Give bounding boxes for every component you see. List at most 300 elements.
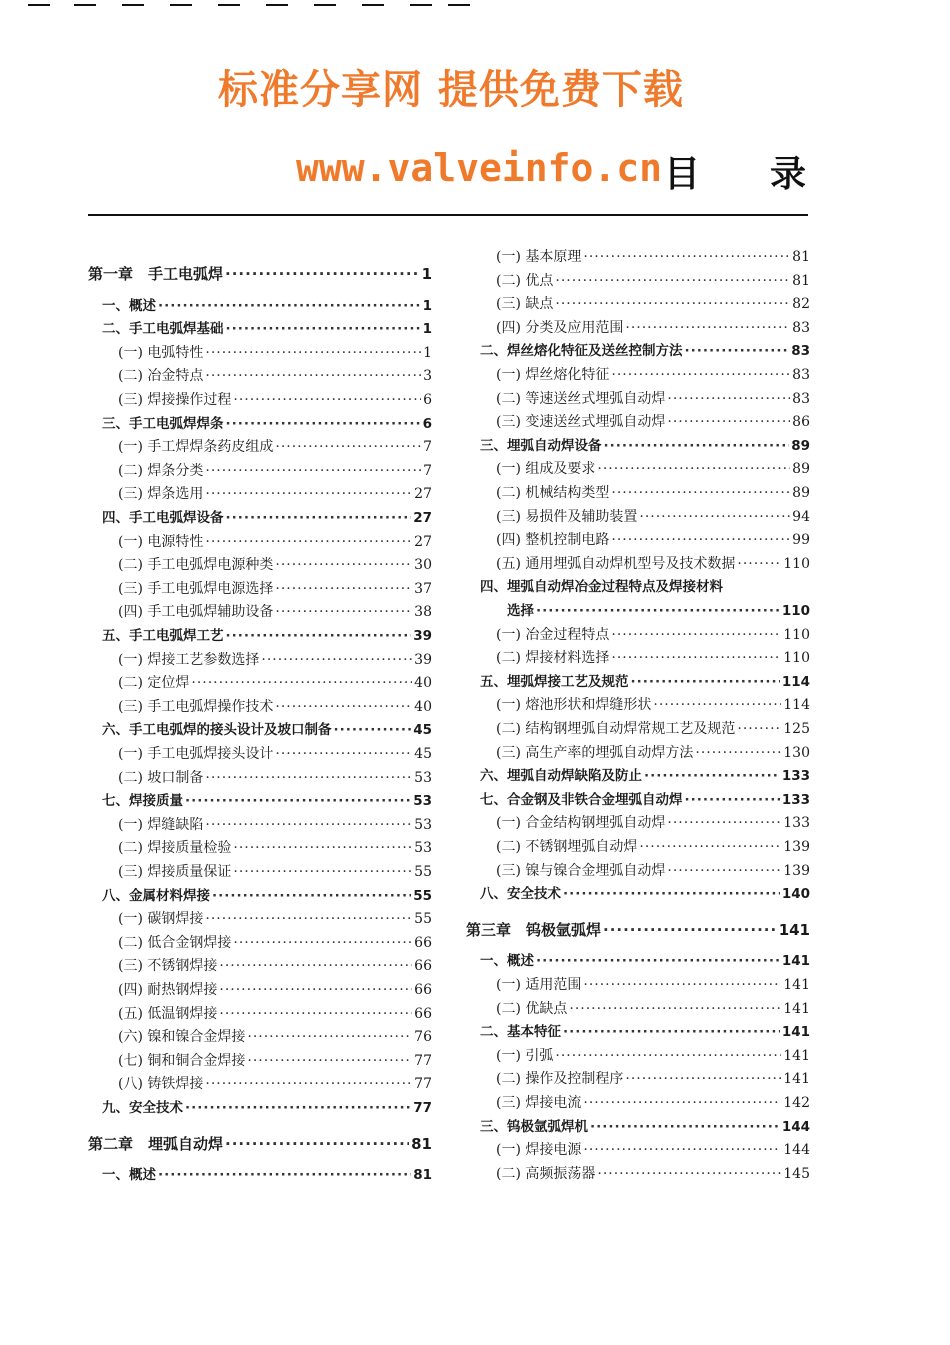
toc-entry: [118, 1050, 432, 1072]
toc-entry: [496, 246, 810, 268]
toc-entry: [496, 860, 810, 882]
toc-leader-dots: [667, 860, 781, 882]
toc-entry-label: 三、手工电弧焊焊条: [102, 415, 224, 432]
toc-page-number: 89: [792, 461, 810, 478]
toc-leader-dots: [233, 861, 412, 883]
toc-entry-label: (一) 适用范围: [496, 977, 582, 993]
toc-page-number: 55: [414, 864, 432, 880]
toc-leader-dots: [205, 1073, 412, 1095]
toc-leader-dots: [563, 883, 780, 905]
toc-entry-label: (三) 镍与镍合金埋弧自动焊: [496, 862, 666, 879]
toc-page-number: 114: [781, 673, 810, 690]
toc-leader-dots: [667, 812, 781, 834]
toc-entry: [118, 531, 432, 553]
toc-entry: [102, 295, 432, 317]
toc-leader-dots: [205, 460, 421, 482]
toc-entry: [496, 836, 810, 858]
toc-page-number: 83: [792, 319, 810, 336]
toc-entry-label: (二) 优缺点: [496, 1000, 568, 1017]
toc-entry-label: (二) 结构钢埋弧自动焊常规工艺及规范: [496, 721, 736, 737]
toc-leader-dots: [205, 814, 412, 836]
toc-entry: [496, 718, 810, 740]
watermark-line1: 标准分享网 提供免费下载: [218, 67, 684, 113]
toc-page-number: 66: [414, 982, 432, 998]
toc-entry-label: (二) 操作及控制程序: [496, 1071, 624, 1088]
toc-page-number: 27: [414, 486, 432, 503]
toc-entry-label: 二、基本特征: [480, 1024, 561, 1041]
toc-leader-dots: [604, 435, 790, 457]
toc-leader-dots: [667, 388, 790, 410]
toc-entry-label: 三、钨极氩弧焊机: [480, 1118, 588, 1135]
toc-leader-dots: [563, 1021, 780, 1043]
toc-page-number: 81: [792, 272, 810, 289]
toc-leader-dots: [185, 790, 411, 812]
toc-entry: [118, 979, 432, 1001]
toc-leader-dots: [583, 246, 790, 268]
toc-entry-label: (五) 低温钢焊接: [118, 1005, 218, 1022]
toc-leader-dots: [695, 742, 781, 764]
toc-leader-dots: [631, 671, 780, 693]
toc-leader-dots: [247, 1026, 412, 1048]
toc-entry: [118, 908, 432, 930]
toc-entry: [102, 413, 432, 435]
toc-entry-label: (二) 低合金钢焊接: [118, 934, 232, 951]
toc-page-number: 7: [423, 462, 432, 479]
toc-page-number: 45: [414, 746, 432, 762]
toc-leader-dots: [597, 1163, 781, 1185]
toc-leader-dots: [212, 885, 411, 907]
toc-entry-label: (四) 手工电弧焊辅助设备: [118, 604, 274, 621]
toc-page-number: 6: [422, 415, 432, 432]
toc-entry-label: (五) 通用埋弧自动焊机型号及技术数据: [496, 555, 736, 572]
toc-entry-label: (二) 高频振荡器: [496, 1165, 596, 1182]
toc-entry: [118, 460, 432, 482]
toc-entry: [496, 1045, 810, 1067]
toc-entry: [496, 529, 810, 551]
toc-leader-dots: [225, 1133, 409, 1155]
toc-leader-dots: [225, 263, 420, 285]
toc-leader-dots: [611, 482, 790, 504]
toc-leader-dots: [275, 696, 412, 718]
toc-entry-label: (一) 熔池形状和焊缝形状: [496, 697, 652, 714]
toc-entry: [118, 955, 432, 977]
toc-entry-label: (四) 耐热钢焊接: [118, 982, 218, 998]
toc-leader-dots: [555, 1045, 781, 1067]
toc-entry-label: (二) 手工电弧焊电源种类: [118, 557, 274, 574]
toc-page-number: 81: [792, 249, 810, 265]
toc-page-number: 55: [413, 887, 432, 904]
toc-entry-label: 二、手工电弧焊基础: [102, 321, 224, 338]
toc-leader-dots: [611, 529, 790, 551]
toc-page-number: 1: [421, 265, 432, 283]
toc-entry-label: 八、金属材料焊接: [102, 887, 210, 904]
toc-leader-dots: [205, 365, 421, 387]
toc-leader-dots: [275, 601, 412, 623]
toc-entry: [480, 883, 810, 905]
toc-entry-label: 四、埋弧自动焊冶金过程特点及焊接材料: [480, 579, 723, 596]
toc-page-number: 140: [781, 886, 810, 903]
toc-entry: [496, 1092, 810, 1114]
toc-page-number: 141: [783, 1000, 810, 1017]
toc-entry: [118, 814, 432, 836]
toc-entry-label: (二) 不锈钢埋弧自动焊: [496, 839, 638, 855]
toc-entry-label: 选择: [480, 603, 534, 619]
toc-leader-dots: [205, 483, 412, 505]
toc-entry-label: (一) 组成及要求: [496, 461, 596, 478]
toc-entry-label: (三) 焊接质量保证: [118, 864, 232, 880]
toc-entry-label: (三) 不锈钢焊接: [118, 958, 218, 975]
toc-entry: [480, 765, 810, 787]
page-title: [664, 146, 806, 197]
toc-page-number: 77: [414, 1076, 432, 1093]
toc-entry: [496, 998, 810, 1020]
toc-page-number: 141: [781, 1024, 810, 1041]
toc-leader-dots: [583, 1092, 781, 1114]
toc-entry: [118, 837, 432, 859]
toc-entry: [102, 790, 432, 812]
toc-leader-dots: [233, 837, 412, 859]
toc-entry: [118, 672, 432, 694]
toc-entry-label: (一) 手工电弧焊接头设计: [118, 746, 274, 762]
toc-leader-dots: [334, 719, 412, 741]
toc-page-number: 6: [423, 392, 432, 408]
toc-entry: [496, 553, 810, 575]
toc-entry: [496, 506, 810, 528]
toc-entry-label: (一) 引弧: [496, 1047, 554, 1064]
toc-leader-dots: [644, 765, 780, 787]
watermark-url: www.valveinfo.cn: [296, 146, 663, 190]
toc-entry-label: (一) 合金结构钢埋弧自动焊: [496, 815, 666, 832]
toc-entry: [118, 1073, 432, 1095]
toc-entry: [118, 743, 432, 765]
toc-page-number: 89: [791, 437, 810, 454]
toc-leader-dots: [555, 293, 790, 315]
toc-leader-dots: [158, 295, 421, 317]
toc-entry: [102, 719, 432, 741]
toc-page-number: 77: [413, 1100, 432, 1116]
toc-page-number: 99: [792, 532, 810, 549]
title-char-1: 目: [664, 153, 771, 195]
toc-page-number: 145: [783, 1165, 810, 1182]
toc-entry-label: (一) 电弧特性: [118, 344, 204, 361]
toc-leader-dots: [275, 743, 412, 765]
toc-page-number: 139: [783, 862, 810, 879]
toc-page-number: 38: [414, 604, 432, 621]
toc-page-number: 1: [423, 344, 432, 361]
toc-entry: [118, 483, 432, 505]
toc-entry-label: (三) 焊接操作过程: [118, 392, 232, 408]
toc-page-number: 86: [792, 414, 810, 431]
toc-leader-dots: [233, 932, 412, 954]
toc-entry: [118, 1026, 432, 1048]
toc-entry-label: (一) 冶金过程特点: [496, 626, 610, 643]
toc-leader-dots: [219, 955, 412, 977]
toc-leader-dots: [583, 974, 781, 996]
toc-page-number: 53: [414, 816, 432, 833]
toc-page-number: 66: [414, 958, 432, 975]
toc-entry-label: 五、手工电弧焊工艺: [102, 628, 224, 644]
title-char-2: 录: [770, 153, 807, 195]
toc-entry: [466, 919, 810, 941]
toc-page-number: 82: [792, 296, 810, 313]
toc-entry: [102, 318, 432, 340]
toc-page-number: 30: [414, 557, 432, 574]
toc-entry: [480, 600, 810, 622]
toc-page-number: 133: [781, 768, 810, 785]
toc-leader-dots: [233, 389, 421, 411]
toc-leader-dots: [555, 270, 790, 292]
toc-page-number: 141: [783, 977, 810, 993]
toc-entry: [480, 1116, 810, 1138]
toc-entry: [480, 340, 810, 362]
toc-entry-label: 七、合金钢及非铁合金埋弧自动焊: [480, 791, 683, 808]
toc-page-number: 53: [414, 769, 432, 786]
toc-entry-label: (二) 等速送丝式埋弧自动焊: [496, 390, 666, 407]
toc-leader-dots: [611, 624, 781, 646]
toc-leader-dots: [667, 411, 790, 433]
toc-page-number: 1: [422, 297, 432, 314]
toc-leader-dots: [205, 767, 412, 789]
toc-entry: [102, 885, 432, 907]
toc-page-number: 81: [411, 1134, 432, 1153]
toc-entry-label: (一) 焊缝缺陷: [118, 816, 204, 833]
toc-page-number: 139: [783, 839, 810, 855]
toc-leader-dots: [639, 836, 781, 858]
toc-entry: [496, 1163, 810, 1185]
toc-entry-label: (三) 易损件及辅助装置: [496, 508, 638, 525]
toc-entry: [496, 293, 810, 315]
toc-page-number: 83: [792, 367, 810, 383]
toc-leader-dots: [603, 919, 777, 941]
toc-entry-label: (二) 机械结构类型: [496, 485, 610, 501]
toc-entry-label: (二) 焊接质量检验: [118, 840, 232, 857]
toc-entry: [102, 507, 432, 529]
toc-entry: [118, 767, 432, 789]
toc-page-number: 110: [783, 650, 810, 667]
toc-page-number: 83: [792, 390, 810, 407]
toc-entry: [496, 317, 810, 339]
toc-entry: [496, 411, 810, 433]
toc-page-number: 39: [413, 628, 432, 644]
toc-page-number: 66: [414, 934, 432, 951]
toc-leader-dots: [590, 1116, 780, 1138]
toc-page-number: 94: [792, 508, 810, 525]
toc-entry: [496, 388, 810, 410]
toc-entry-label: (一) 焊接工艺参数选择: [118, 651, 260, 668]
toc-leader-dots: [536, 600, 780, 622]
toc-entry-label: (三) 焊条选用: [118, 486, 204, 503]
toc-page-number: 133: [781, 791, 810, 808]
toc-entry: [118, 932, 432, 954]
toc-page-number: 83: [791, 343, 810, 360]
toc-entry: [118, 1003, 432, 1025]
toc-page-number: 144: [781, 1118, 810, 1135]
toc-entry: [118, 389, 432, 411]
toc-page-number: 45: [413, 722, 432, 739]
toc-entry: [496, 458, 810, 480]
toc-entry-label: (二) 冶金特点: [118, 368, 204, 385]
toc-leader-dots: [275, 578, 412, 600]
toc-page-number: 141: [778, 920, 810, 939]
toc-leader-dots: [205, 908, 412, 930]
toc-entry-label: 二、焊丝熔化特征及送丝控制方法: [480, 343, 683, 360]
toc-entry-label: (一) 电源特性: [118, 533, 204, 550]
toc-entry: [496, 1139, 810, 1161]
toc-entry-label: 七、焊接质量: [102, 793, 183, 810]
toc-entry: [480, 1021, 810, 1043]
toc-entry-label: (六) 镍和镍合金焊接: [118, 1029, 246, 1046]
toc-entry: [480, 435, 810, 457]
toc-leader-dots: [226, 413, 421, 435]
toc-entry: [118, 861, 432, 883]
toc-entry-label: 第二章 埋弧自动焊: [88, 1134, 224, 1153]
toc-entry-label: (一) 基本原理: [496, 249, 582, 265]
toc-page-number: 66: [414, 1005, 432, 1022]
toc-leader-dots: [611, 364, 790, 386]
toc-entry: [480, 576, 810, 598]
toc-entry-label: 六、手工电弧焊的接头设计及坡口制备: [102, 722, 332, 739]
toc-page-number: 39: [414, 651, 432, 668]
toc-entry-label: (四) 整机控制电路: [496, 532, 610, 549]
toc-page-number: 125: [783, 721, 810, 737]
toc-page-number: 37: [414, 580, 432, 597]
toc-leader-dots: [737, 553, 781, 575]
toc-entry-label: 六、埋弧自动焊缺陷及防止: [480, 768, 642, 785]
toc-entry-label: 一、概述: [480, 953, 534, 970]
toc-leader-dots: [158, 1164, 411, 1186]
toc-leader-dots: [685, 340, 790, 362]
toc-entry-label: (三) 缺点: [496, 296, 554, 313]
toc-entry-label: 九、安全技术: [102, 1100, 183, 1116]
toc-entry: [496, 742, 810, 764]
toc-leader-dots: [625, 317, 790, 339]
toc-entry: [118, 578, 432, 600]
toc-entry: [102, 1164, 432, 1186]
toc-page-number: 141: [783, 1071, 810, 1088]
toc-entry-label: (三) 变速送丝式埋弧自动焊: [496, 414, 666, 431]
toc-entry-label: 第一章 手工电弧焊: [88, 265, 224, 283]
toc-leader-dots: [569, 998, 781, 1020]
toc-entry-label: (八) 铸铁焊接: [118, 1076, 204, 1093]
toc-entry-label: (三) 焊接电流: [496, 1095, 582, 1111]
toc-leader-dots: [737, 718, 781, 740]
toc-entry-label: (二) 定位焊: [118, 675, 190, 692]
toc-entry: [480, 789, 810, 811]
toc-leader-dots: [226, 507, 412, 529]
toc-entry: [496, 364, 810, 386]
toc-leader-dots: [261, 649, 412, 671]
toc-entry: [496, 647, 810, 669]
toc-page-number: 81: [413, 1167, 432, 1184]
toc-entry: [118, 554, 432, 576]
toc-entry: [118, 436, 432, 458]
toc-leader-dots: [191, 672, 412, 694]
toc-entry: [102, 625, 432, 647]
toc-entry: [118, 365, 432, 387]
toc-entry-label: 三、埋弧自动焊设备: [480, 437, 602, 454]
toc-leader-dots: [597, 458, 790, 480]
toc-entry: [496, 812, 810, 834]
toc-entry: [102, 1097, 432, 1119]
toc-leader-dots: [275, 554, 412, 576]
toc-page-number: 55: [414, 911, 432, 928]
toc-entry: [480, 671, 810, 693]
toc-page-number: 142: [783, 1095, 810, 1111]
toc-entry: [88, 1133, 432, 1155]
toc-leader-dots: [536, 950, 780, 972]
toc-entry-label: 五、埋弧焊接工艺及规范: [480, 673, 629, 690]
toc-entry-label: (四) 分类及应用范围: [496, 319, 624, 336]
toc-entry-label: (三) 手工电弧焊操作技术: [118, 698, 274, 715]
toc-entry: [496, 1068, 810, 1090]
toc-entry: [480, 950, 810, 972]
toc-entry-label: (二) 焊条分类: [118, 462, 204, 479]
toc-leader-dots: [247, 1050, 412, 1072]
toc-page-number: 144: [783, 1142, 810, 1159]
toc-page-number: 114: [783, 697, 810, 714]
toc-page-number: 53: [413, 793, 432, 810]
toc-leader-dots: [583, 1139, 781, 1161]
toc-entry: [496, 482, 810, 504]
toc-entry-label: 一、概述: [102, 1167, 156, 1184]
toc-leader-dots: [653, 694, 781, 716]
toc-entry: [118, 342, 432, 364]
toc-entry-label: 一、概述: [102, 297, 156, 314]
toc-entry: [496, 974, 810, 996]
toc-page-number: 130: [783, 744, 810, 761]
toc-entry: [496, 624, 810, 646]
toc-entry: [118, 649, 432, 671]
toc-page-number: 133: [783, 815, 810, 832]
toc-entry-label: (七) 铜和铜合金焊接: [118, 1052, 246, 1069]
toc-page-number: 27: [413, 510, 432, 526]
toc-entry-label: (三) 手工电弧焊电源选择: [118, 580, 274, 597]
toc-entry-label: (一) 手工焊焊条药皮组成: [118, 439, 274, 456]
toc-entry: [118, 601, 432, 623]
toc-entry-label: 四、手工电弧焊设备: [102, 510, 224, 526]
toc-page-number: 40: [414, 675, 432, 692]
toc-leader-dots: [205, 342, 421, 364]
toc-entry-label: 八、安全技术: [480, 886, 561, 903]
title-rule: [88, 214, 808, 216]
toc-page-number: 110: [781, 603, 810, 619]
toc-leader-dots: [185, 1097, 411, 1119]
toc-leader-dots: [611, 647, 781, 669]
toc-page-number: 3: [423, 368, 432, 385]
toc-page-number: 110: [783, 626, 810, 643]
toc-entry: [496, 694, 810, 716]
toc-page-number: 27: [414, 533, 432, 550]
toc-entry-label: (一) 焊接电源: [496, 1142, 582, 1159]
toc-page-number: 77: [414, 1052, 432, 1069]
toc-page-number: 141: [781, 953, 810, 970]
toc-entry-label: (一) 碳钢焊接: [118, 911, 204, 928]
toc-page-number: 53: [414, 840, 432, 857]
toc-leader-dots: [275, 436, 421, 458]
toc-page-number: 110: [783, 555, 810, 572]
toc-page-number: 76: [414, 1029, 432, 1046]
toc-leader-dots: [625, 1068, 781, 1090]
toc-entry: [118, 696, 432, 718]
toc-entry-label: (二) 坡口制备: [118, 769, 204, 786]
toc-entry-label: (三) 高生产率的埋弧自动焊方法: [496, 744, 694, 761]
toc-entry-label: (二) 焊接材料选择: [496, 650, 610, 667]
toc-entry-label: 第三章 钨极氩弧焊: [466, 920, 602, 939]
toc-entry: [496, 270, 810, 292]
toc-page-number: 1: [422, 321, 432, 338]
toc-leader-dots: [219, 979, 412, 1001]
toc-page-number: 40: [414, 698, 432, 715]
